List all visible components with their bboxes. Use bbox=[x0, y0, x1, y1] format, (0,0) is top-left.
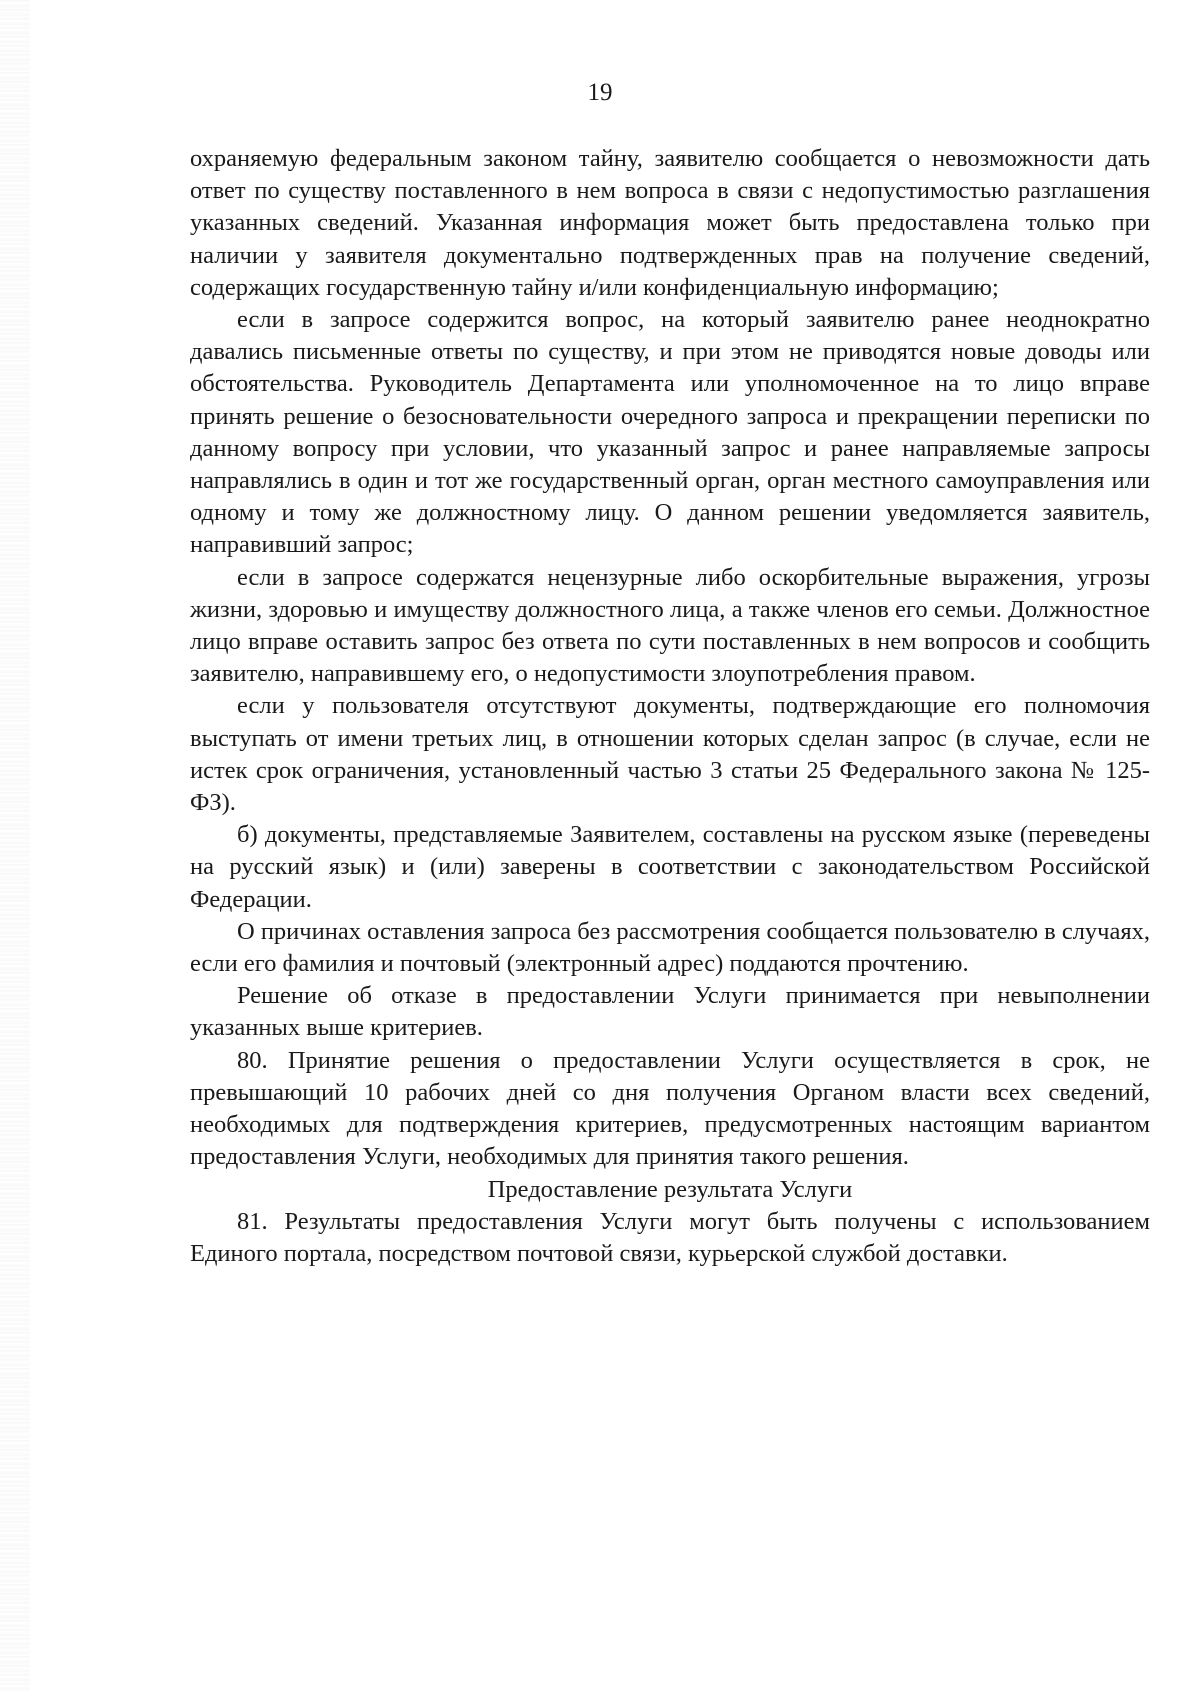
section-title: Предоставление результата Услуги bbox=[487, 1175, 853, 1203]
paragraph-document-language: б) документы, представляемые Заявителем, составлены на русском языке (переведены на русский язык) и (или) заверены в соответствии с законодательством Российской Федерации. bbox=[190, 821, 1150, 913]
scan-edge-artifact bbox=[0, 0, 30, 1691]
paragraph-item-80: 80. Принятие решения о предоставлении Услуги осуществляется в срок, не превышающий 10 рабочих дней со дня получения Органом власти всех сведений, необходимых для подтверждения критериев, предусмотренных настоящим вариантом предоставления Услуги, необходимых для принятия такого решения. bbox=[190, 1046, 1150, 1171]
paragraph-continuation: охраняемую федеральным законом тайну, заявителю сообщается о невозможности дать ответ по существу поставленного в нем вопроса в связи с недопустимостью разглашения указанных сведений. Указанная информация может быть предоставлена только при наличии у заявителя документально подтвержденных прав на получение сведений, содержащих государственную тайну и/или конфиденциальную информацию; bbox=[190, 145, 1150, 301]
paragraph-item-81: 81. Результаты предоставления Услуги могут быть получены с использованием Единого портала, посредством почтовой связи, курьерской службой доставки. bbox=[190, 1207, 1150, 1267]
paragraph-refusal-decision: Решение об отказе в предоставлении Услуги принимается при невыполнении указанных выше критериев. bbox=[190, 982, 1150, 1042]
paragraph-offensive-content: если в запросе содержатся нецензурные либо оскорбительные выражения, угрозы жизни, здоровью и имуществу должностного лица, а также членов его семьи. Должностное лицо вправе оставить запрос без ответа по сути поставленных в нем вопросов и сообщить заявителю, направившему его, о недопустимости злоупотребления правом. bbox=[190, 563, 1150, 688]
paragraph-missing-authority: если у пользователя отсутствуют документы, подтверждающие его полномочия выступать от имени третьих лиц, в отношении которых сделан запрос (в случае, если не истек срок ограничения, установленный частью 3 статьи 25 Федерального закона № 125-ФЗ). bbox=[190, 692, 1150, 817]
page-number: 19 bbox=[587, 79, 613, 106]
paragraph-rejection-notice: О причинах оставления запроса без рассмотрения сообщается пользователю в случаях, если его фамилия и почтовый (электронный адрес) поддаются прочтению. bbox=[190, 917, 1151, 978]
paragraph-repeated-queries: если в запросе содержится вопрос, на который заявителю ранее неоднократно давались письменные ответы по существу, и при этом не приводятся новые доводы или обстоятельства. Руководитель Департамента или уполномоченное на то лицо вправе принять решение о безосновательности очередного запроса и прекращении переписки по данному вопросу при условии, что указанный запрос и ранее направляемые запросы направлялись в один и тот же государственный орган, орган местного самоуправления или одному и тому же должностному лицу. О данном решении уведомляется заявитель, направивший запрос; bbox=[190, 306, 1150, 559]
document-body bbox=[190, 143, 1150, 1270]
